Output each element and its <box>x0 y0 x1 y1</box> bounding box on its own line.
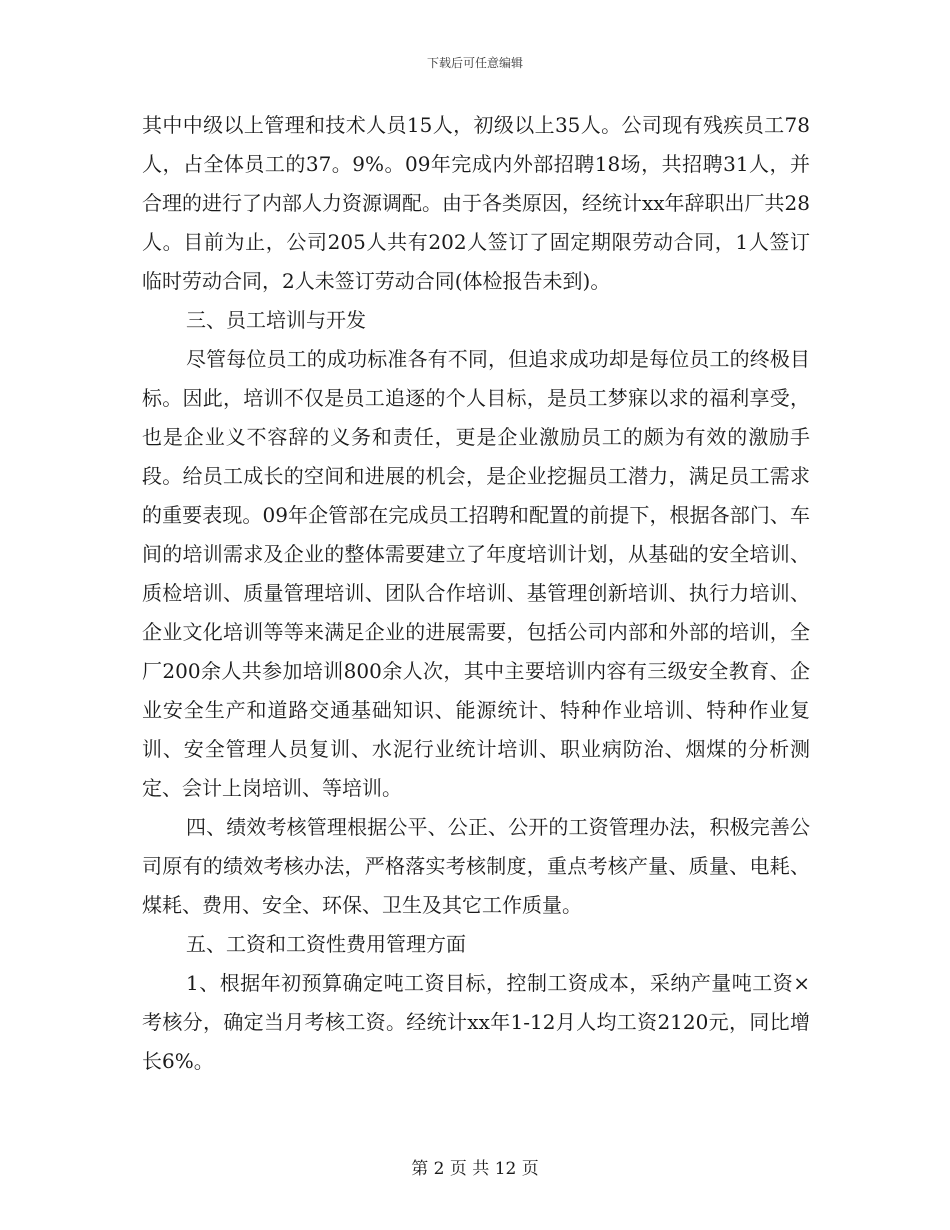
section-heading-training: 三、员工培训与开发 <box>186 308 366 332</box>
document-body <box>142 106 810 1081</box>
paragraph-staffing-summary: 其中中级以上管理和技术人员15人，初级以上35人。公司现有残疾员工78人，占全体员工的37。9%。09年完成内外部招聘18场，共招聘31人，并合理的进行了内部人力资源调配。由于各类原因，经统计xx年辞职出厂共28人。目前为止，公司205人共有202人签订了固定期限劳动合同，1人签订临时劳动合同，2人未签订劳动合同(体检报告未到)。 <box>142 113 811 293</box>
paragraph-performance: 四、绩效考核管理根据公平、公正、公开的工资管理办法，积极完善公司原有的绩效考核办法，严格落实考核制度，重点考核产量、质量、电耗、煤耗、费用、安全、环保、卫生及其它工作质量。 <box>142 815 810 917</box>
paragraph-training: 尽管每位员工的成功标准各有不同，但追求成功却是每位员工的终极目标。因此，培训不仅是员工追逐的个人目标，是员工梦寐以求的福利享受，也是企业义不容辞的义务和责任，更是企业激励员工的颇为有效的激励手段。给员工成长的空间和进展的机会，是企业挖掘员工潜力，满足员工需求的重要表现。09年企管部在完成员工招聘和配置的前提下，根据各部门、车间的培训需求及企业的整体需要建立了年度培训计划，从基础的安全培训、质检培训、质量管理培训、团队合作培训、基管理创新培训、执行力培训、企业文化培训等等来满足企业的进展需要，包括公司内部和外部的培训，全厂200余人共参加培训800余人次，其中主要培训内容有三级安全教育、企业安全生产和道路交通基础知识、能源统计、特种作业培训、特种作业复训、安全管理人员复训、水泥行业统计培训、职业病防治、烟煤的分析测定、会计上岗培训、等培训。 <box>142 347 810 800</box>
header-note: 下载后可任意编辑 <box>426 56 523 70</box>
section-heading-wages: 五、工资和工资性费用管理方面 <box>186 932 466 956</box>
page-footer <box>0 1154 950 1179</box>
paragraph-wages-item-1: 1、根据年初预算确定吨工资目标，控制工资成本，采纳产量吨工资×考核分，确定当月考核工资。经统计xx年1-12月人均工资2120元，同比增长6%。 <box>142 971 810 1073</box>
page-number-label: 第 2 页 共 12 页 <box>411 1159 539 1179</box>
